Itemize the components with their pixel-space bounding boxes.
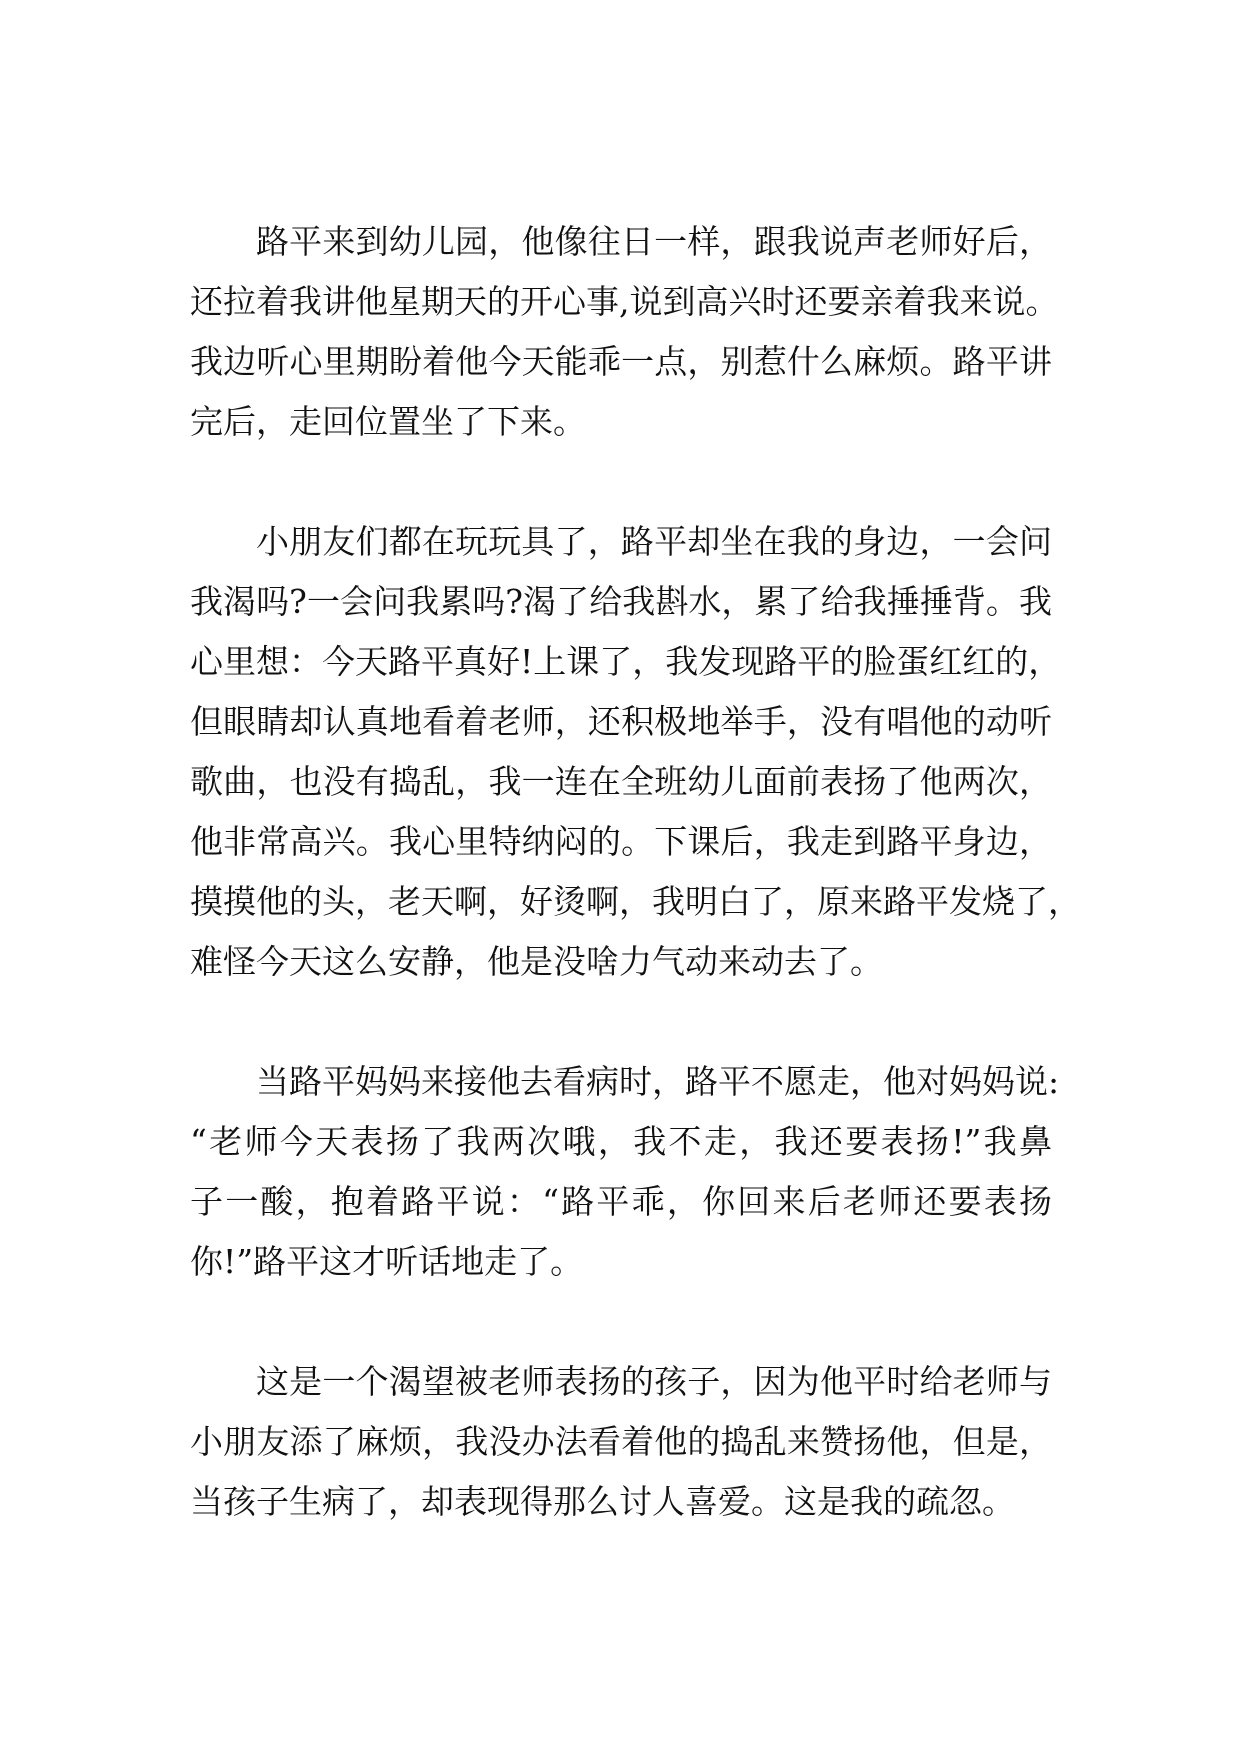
paragraph-line: 完后，走回位置坐了下来。 <box>190 402 586 441</box>
paragraph-line: 心里想：今天路平真好!上课了，我发现路平的脸蛋红红的， <box>190 642 1062 681</box>
document-page <box>190 212 1081 1592</box>
paragraph-line: 这是一个渴望被老师表扬的孩子，因为他平时给老师与 <box>256 1362 1052 1401</box>
paragraph-line: 当路平妈妈来接他去看病时，路平不愿走，他对妈妈说: <box>256 1062 1060 1101</box>
paragraph-line: 你!”路平这才听话地走了。 <box>190 1242 584 1281</box>
paragraph-line: 他非常高兴。我心里特纳闷的。下课后，我走到路平身边， <box>190 822 1052 861</box>
paragraph-line: 小朋友添了麻烦，我没办法看着他的捣乱来赞扬他，但是， <box>190 1422 1052 1461</box>
paragraph-line: 我边听心里期盼着他今天能乖一点，别惹什么麻烦。路平讲 <box>190 342 1052 381</box>
paragraph-line: 还拉着我讲他星期天的开心事,说到高兴时还要亲着我来说。 <box>190 282 1059 321</box>
paragraph-line: 摸摸他的头，老天啊，好烫啊，我明白了，原来路平发烧了， <box>190 882 1081 921</box>
paragraph-4 <box>190 1352 1052 1532</box>
paragraph-line: “老师今天表扬了我两次哦，我不走，我还要表扬!”我鼻 <box>190 1122 1052 1161</box>
paragraph-2 <box>190 512 1081 992</box>
paragraph-line: 歌曲，也没有捣乱，我一连在全班幼儿面前表扬了他两次， <box>190 762 1052 801</box>
paragraph-line: 我渴吗?一会问我累吗?渴了给我斟水，累了给我捶捶背。我 <box>190 582 1052 621</box>
paragraph-line: 路平来到幼儿园，他像往日一样，跟我说声老师好后， <box>256 222 1052 261</box>
paragraph-line: 子一酸，抱着路平说：“路平乖，你回来后老师还要表扬 <box>190 1182 1052 1221</box>
paragraph-1 <box>190 212 1059 452</box>
paragraph-line: 小朋友们都在玩玩具了，路平却坐在我的身边，一会问 <box>256 522 1052 561</box>
paragraph-3 <box>190 1052 1060 1292</box>
paragraph-line: 难怪今天这么安静，他是没啥力气动来动去了。 <box>190 942 883 981</box>
paragraph-line: 当孩子生病了，却表现得那么讨人喜爱。这是我的疏忽。 <box>190 1482 1015 1521</box>
paragraph-line: 但眼睛却认真地看着老师，还积极地举手，没有唱他的动听 <box>190 702 1052 741</box>
